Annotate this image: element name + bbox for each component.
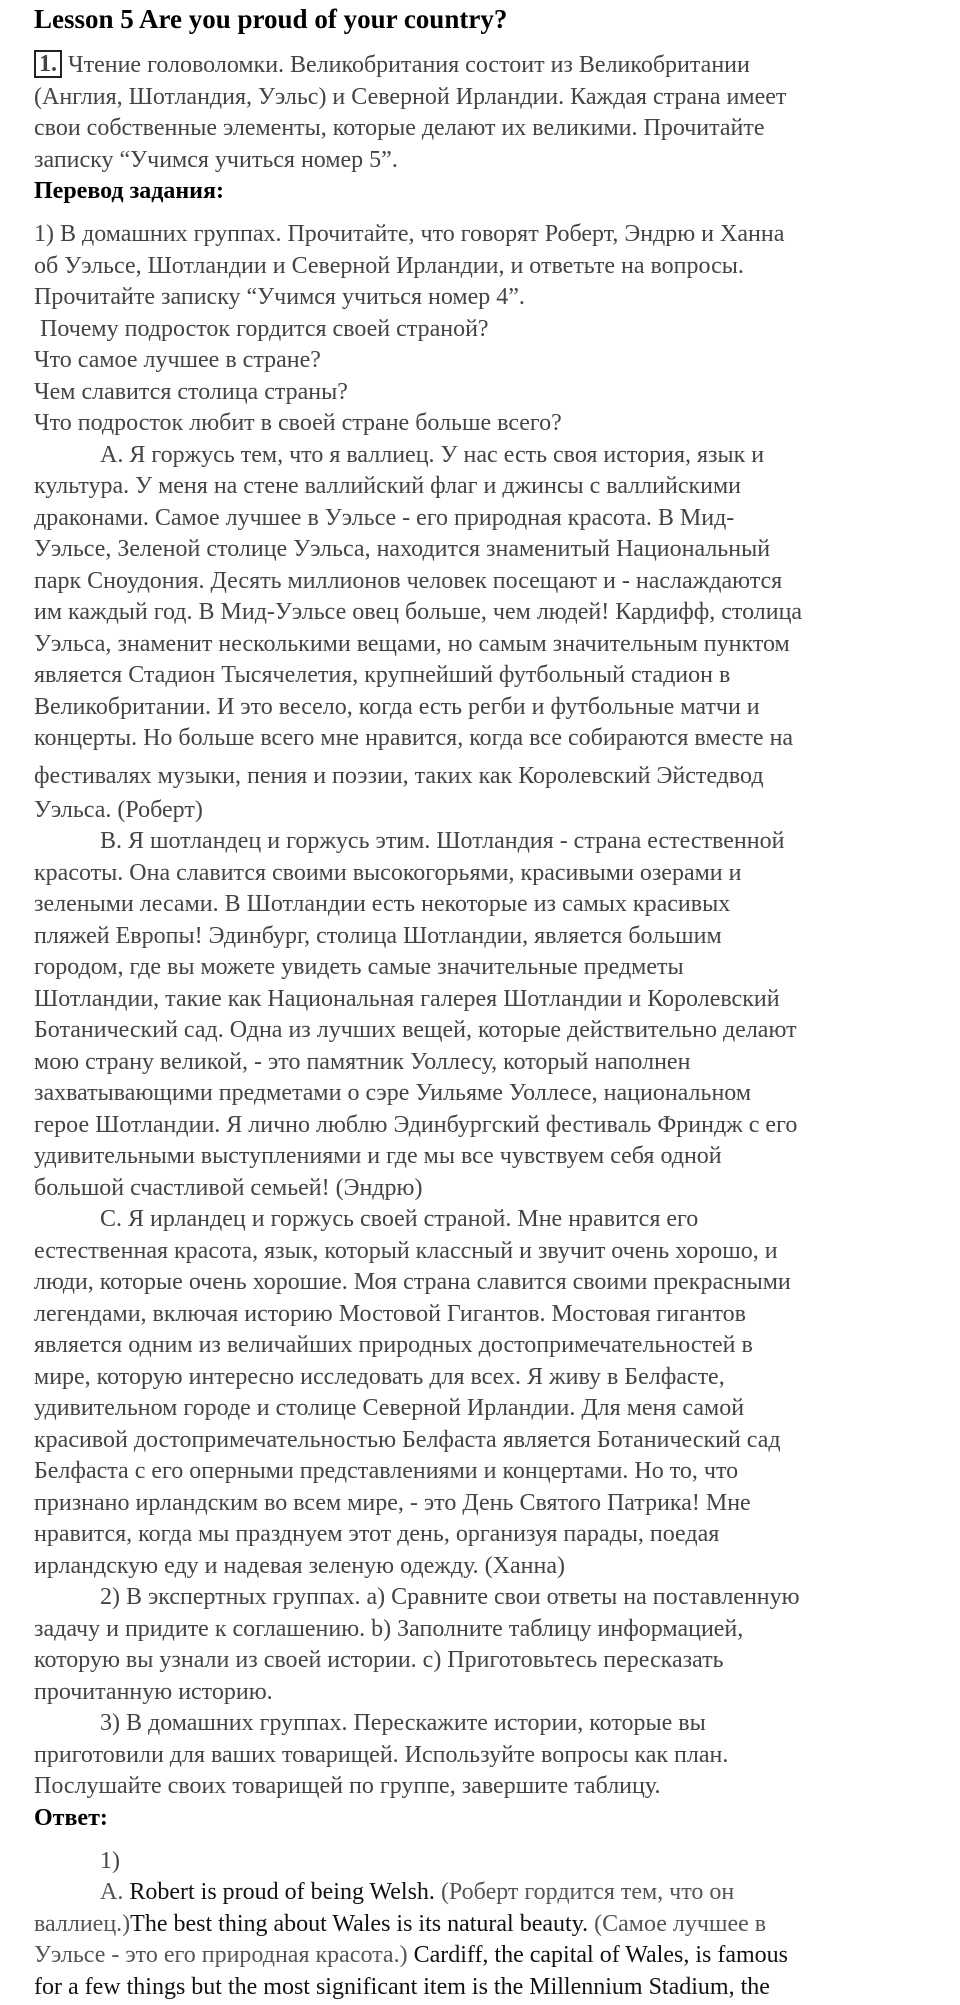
story-c-line: легендами, включая историю Мостовой Гигантов. Мостовая гигантов — [34, 1300, 746, 1327]
spacer — [34, 1834, 934, 1846]
task-number-box: 1. — [34, 50, 62, 78]
story-b-line: пляжей Европы! Эдинбург, столица Шотландии, является большим — [34, 922, 722, 949]
story-c-line: ирландскую еду и надевая зеленую одежду. (Ханна) — [34, 1552, 565, 1579]
task-2-line: задачу и придите к соглашению. b) Заполните таблицу информацией, — [34, 1615, 744, 1642]
translation-heading: Перевод задания: — [34, 178, 224, 204]
story-b-line: большой счастливой семьей! (Эндрю) — [34, 1174, 423, 1201]
story-a-line: Уэльсе, Зеленой столице Уэльса, находится знаменитый Национальный — [34, 536, 771, 562]
story-b-line: герое Шотландии. Я лично люблю Эдинбургский фестиваль Фриндж с его — [34, 1111, 798, 1138]
story-a-line: является Стадион Тысячелетия, крупнейший футбольный стадион в — [34, 662, 731, 688]
task-intro-line: (Англия, Шотландия, Уэльс) и Северной Ирландии. Каждая страна имеет — [34, 83, 787, 110]
story-b-line: мою страну великой, - это памятник Уоллесу, который наполнен — [34, 1048, 691, 1075]
task-3-line: Послушайте своих товарищей по группе, завершите таблицу. — [34, 1773, 661, 1799]
story-c-line: признано ирландским во всем мире, - это День Святого Патрика! Мне — [34, 1489, 751, 1516]
task-3-line: 3) В домашних группах. Перескажите истории, которые вы — [100, 1710, 706, 1736]
story-c-line: удивительном городе и столице Северной Ирландии. Для меня самой — [34, 1395, 745, 1421]
task-1-section — [34, 219, 934, 440]
story-a-line: Великобритании. И это весело, когда есть регби и футбольные матчи и — [34, 693, 760, 720]
answer-a-line: for a few things but the most significant item is the Millennium Stadium, the — [34, 1973, 770, 2000]
answer-a-line: A. Robert is proud of being Welsh. (Роберт гордится тем, что он — [100, 1879, 735, 1905]
answer-a-line: Уэльсе - это его природная красота.) Cardiff, the capital of Wales, is famous — [34, 1942, 788, 1968]
task-1-line: об Уэльсе, Шотландии и Северной Ирландии, и ответьте на вопросы. — [34, 252, 744, 279]
task-intro-line: записку “Учимся учиться номер 5”. — [34, 146, 398, 173]
answer-number: 1) — [100, 1847, 120, 1874]
story-a-line: Уэльса, знаменит несколькими вещами, но самым значительным пунктом — [34, 630, 790, 657]
story-b-line: захватывающими предметами о сэре Уильяме Уоллесе, национальном — [34, 1080, 752, 1106]
task-2-paragraph — [34, 1582, 934, 1708]
task-1-line: Прочитайте записку “Учимся учиться номер 4”. — [34, 284, 525, 310]
task-2-line: прочитанную историю. — [34, 1678, 273, 1705]
task-2-line: 2) В экспертных группах. a) Сравните свои ответы на поставленную — [100, 1584, 800, 1610]
story-a-line: парк Сноудония. Десять миллионов человек посещают и - наслаждаются — [34, 567, 783, 594]
story-c-line: люди, которые очень хорошие. Моя страна славится своими прекрасными — [34, 1269, 791, 1295]
story-b-line: Ботанический сад. Одна из лучших вещей, которые действительно делают — [34, 1017, 797, 1043]
story-a-line: концерты. Но больше всего мне нравится, когда все собираются вместе на — [34, 725, 794, 751]
story-c-line: является одним из величайших природных достопримечательностей в — [34, 1332, 753, 1358]
story-a-line: фестивалях музыки, пения и поэзии, таких как Королевский Эйстедвод — [34, 762, 764, 789]
answer-a-line: валлиец.)The best thing about Wales is its natural beauty. (Самое лучшее в — [34, 1910, 767, 1937]
story-a-line: Уэльса. (Роберт) — [34, 796, 203, 823]
story-c-line: Белфаста с его оперными представлениями и концертами. Но то, что — [34, 1458, 739, 1484]
task-1-line: 1) В домашних группах. Прочитайте, что говорят Роберт, Эндрю и Ханна — [34, 221, 785, 247]
spacer — [34, 207, 934, 219]
story-b-line: красоты. Она славится своими высокогорьями, красивыми озерами и — [34, 859, 742, 886]
task-intro — [34, 50, 934, 176]
story-c-line: мире, которую интересно исследовать для всех. Я живу в Белфасте, — [34, 1363, 725, 1390]
lesson-title: Lesson 5 Are you proud of your country? — [34, 4, 508, 34]
story-b-line: зелеными лесами. В Шотландии есть некоторые из самых красивых — [34, 891, 731, 917]
story-a-line: им каждый год. В Мид-Уэльсе овец больше, чем людей! Кардифф, столица — [34, 599, 803, 625]
answer-a-paragraph — [34, 1877, 934, 2003]
story-c-paragraph — [34, 1204, 934, 1582]
task-3-line: приготовили для ваших товарищей. Используйте вопросы как план. — [34, 1741, 729, 1768]
task-2-line: которую вы узнали из своей истории. c) Приготовьтесь пересказать — [34, 1647, 724, 1673]
task-intro-line: 1. Чтение головоломки. Великобритания состоит из Великобритании — [34, 50, 934, 82]
story-c-line: красивой достопримечательностью Белфаста является Ботанический сад — [34, 1426, 781, 1453]
task-1-line: Что подросток любит в своей стране больше всего? — [34, 410, 562, 436]
story-c-line: нравится, когда мы празднуем этот день, организуя парады, поедая — [34, 1521, 720, 1547]
story-a-line: культура. У меня на стене валлийский флаг и джинсы с валлийскими — [34, 473, 742, 499]
story-c-line: естественная красота, язык, который классный и звучит очень хорошо, и — [34, 1237, 778, 1264]
task-1-line: Чем славится столица страны? — [34, 378, 348, 405]
story-b-line: B. Я шотландец и горжусь этим. Шотландия - страна естественной — [100, 828, 785, 854]
story-c-line: C. Я ирландец и горжусь своей страной. Мне нравится его — [100, 1206, 699, 1232]
story-b-line: Шотландии, такие как Национальная галерея Шотландии и Королевский — [34, 985, 780, 1012]
story-b-line: городом, где вы можете увидеть самые значительные предметы — [34, 954, 684, 980]
answer-heading: Ответ: — [34, 1804, 108, 1831]
task-1-line: Почему подросток гордится своей страной? — [34, 315, 489, 342]
story-b-line: удивительными выступлениями и где мы все чувствуем себя одной — [34, 1143, 722, 1169]
story-a-line: драконами. Самое лучшее в Уэльсе - его природная красота. В Мид- — [34, 504, 735, 531]
story-b-paragraph — [34, 826, 934, 1204]
story-a-paragraph — [34, 440, 934, 827]
task-1-line: Что самое лучшее в стране? — [34, 347, 321, 373]
task-intro-line: свои собственные элементы, которые делают их великими. Прочитайте — [34, 115, 765, 141]
story-a-line: A. Я горжусь тем, что я валлиец. У нас есть своя история, язык и — [100, 441, 765, 468]
task-3-paragraph — [34, 1708, 934, 1803]
document-body — [34, 0, 934, 2003]
